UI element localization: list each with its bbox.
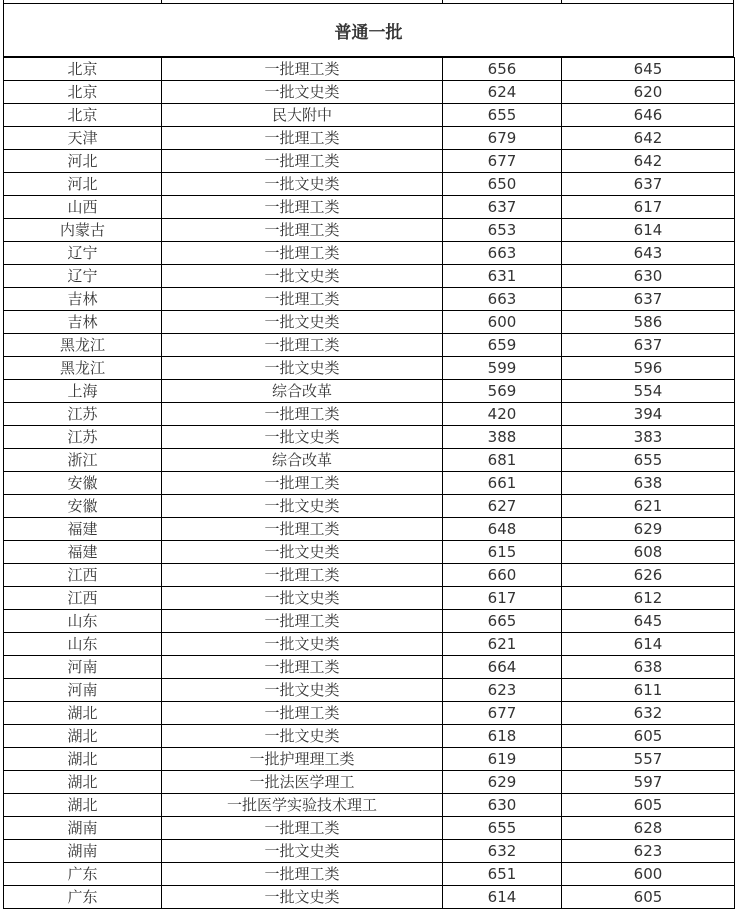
batch-type-cell: 一批文史类 <box>162 357 443 380</box>
province-cell: 福建 <box>4 541 162 564</box>
min-score-cell: 620 <box>562 81 735 104</box>
province-cell: 上海 <box>4 380 162 403</box>
province-cell: 辽宁 <box>4 265 162 288</box>
province-cell: 河南 <box>4 656 162 679</box>
batch-type-cell: 一批法医学理工 <box>162 771 443 794</box>
province-cell: 湖北 <box>4 748 162 771</box>
min-score-cell: 612 <box>562 587 735 610</box>
table-row <box>4 426 735 449</box>
max-score-cell: 648 <box>443 518 562 541</box>
max-score-cell: 665 <box>443 610 562 633</box>
batch-type-cell: 一批文史类 <box>162 173 443 196</box>
batch-type-cell: 一批文史类 <box>162 587 443 610</box>
max-score-cell: 614 <box>443 886 562 909</box>
max-score-cell: 623 <box>443 679 562 702</box>
province-cell: 辽宁 <box>4 242 162 265</box>
max-score-cell: 600 <box>443 311 562 334</box>
table-row <box>4 334 735 357</box>
province-cell: 江苏 <box>4 403 162 426</box>
min-score-cell: 614 <box>562 219 735 242</box>
max-score-cell: 388 <box>443 426 562 449</box>
province-cell: 天津 <box>4 127 162 150</box>
min-score-cell: 645 <box>562 610 735 633</box>
province-cell: 河北 <box>4 150 162 173</box>
table-row <box>4 748 735 771</box>
min-score-cell: 645 <box>562 58 735 81</box>
batch-type-cell: 一批理工类 <box>162 242 443 265</box>
table-row <box>4 219 735 242</box>
province-cell: 湖北 <box>4 794 162 817</box>
table-row <box>4 725 735 748</box>
table-row <box>4 242 735 265</box>
province-cell: 江西 <box>4 564 162 587</box>
min-score-cell: 605 <box>562 794 735 817</box>
max-score-cell: 615 <box>443 541 562 564</box>
min-score-cell: 383 <box>562 426 735 449</box>
province-cell: 湖北 <box>4 725 162 748</box>
batch-type-cell: 一批理工类 <box>162 127 443 150</box>
section-header <box>3 4 734 57</box>
min-score-cell: 611 <box>562 679 735 702</box>
min-score-cell: 637 <box>562 334 735 357</box>
min-score-cell: 554 <box>562 380 735 403</box>
table-top-edge <box>3 0 734 4</box>
max-score-cell: 663 <box>443 288 562 311</box>
table-row <box>4 518 735 541</box>
max-score-cell: 637 <box>443 196 562 219</box>
max-score-cell: 656 <box>443 58 562 81</box>
table-row <box>4 311 735 334</box>
max-score-cell: 631 <box>443 265 562 288</box>
province-cell: 湖北 <box>4 771 162 794</box>
min-score-cell: 642 <box>562 127 735 150</box>
min-score-cell: 638 <box>562 656 735 679</box>
table-row <box>4 633 735 656</box>
province-cell: 湖北 <box>4 702 162 725</box>
batch-type-cell: 一批文史类 <box>162 265 443 288</box>
table-row <box>4 449 735 472</box>
batch-type-cell: 一批理工类 <box>162 58 443 81</box>
table-row <box>4 610 735 633</box>
province-cell: 河北 <box>4 173 162 196</box>
province-cell: 湖南 <box>4 840 162 863</box>
min-score-cell: 596 <box>562 357 735 380</box>
province-cell: 浙江 <box>4 449 162 472</box>
batch-type-cell: 一批理工类 <box>162 817 443 840</box>
max-score-cell: 621 <box>443 633 562 656</box>
province-cell: 吉林 <box>4 311 162 334</box>
min-score-cell: 642 <box>562 150 735 173</box>
table-row <box>4 403 735 426</box>
province-cell: 江西 <box>4 587 162 610</box>
batch-type-cell: 一批护理理工类 <box>162 748 443 771</box>
table-row <box>4 357 735 380</box>
max-score-cell: 632 <box>443 840 562 863</box>
batch-type-cell: 一批文史类 <box>162 633 443 656</box>
province-cell: 安徽 <box>4 472 162 495</box>
max-score-cell: 617 <box>443 587 562 610</box>
min-score-cell: 586 <box>562 311 735 334</box>
batch-type-cell: 一批理工类 <box>162 518 443 541</box>
min-score-cell: 626 <box>562 564 735 587</box>
min-score-cell: 643 <box>562 242 735 265</box>
min-score-cell: 629 <box>562 518 735 541</box>
province-cell: 吉林 <box>4 288 162 311</box>
table-row <box>4 196 735 219</box>
max-score-cell: 677 <box>443 702 562 725</box>
province-cell: 河南 <box>4 679 162 702</box>
table-row <box>4 104 735 127</box>
min-score-cell: 608 <box>562 541 735 564</box>
min-score-cell: 597 <box>562 771 735 794</box>
max-score-cell: 650 <box>443 173 562 196</box>
table-row <box>4 127 735 150</box>
score-table-body <box>4 58 735 909</box>
batch-type-cell: 一批文史类 <box>162 679 443 702</box>
table-row <box>4 679 735 702</box>
table-row <box>4 150 735 173</box>
batch-type-cell: 一批理工类 <box>162 472 443 495</box>
table-row <box>4 472 735 495</box>
table-row <box>4 817 735 840</box>
table-row <box>4 58 735 81</box>
max-score-cell: 677 <box>443 150 562 173</box>
table-row <box>4 863 735 886</box>
batch-type-cell: 一批文史类 <box>162 495 443 518</box>
batch-type-cell: 一批理工类 <box>162 219 443 242</box>
batch-type-cell: 民大附中 <box>162 104 443 127</box>
batch-type-cell: 一批文史类 <box>162 840 443 863</box>
batch-type-cell: 一批理工类 <box>162 288 443 311</box>
min-score-cell: 628 <box>562 817 735 840</box>
province-cell: 北京 <box>4 104 162 127</box>
batch-type-cell: 一批文史类 <box>162 725 443 748</box>
section-title: 普通一批 <box>334 22 403 43</box>
province-cell: 安徽 <box>4 495 162 518</box>
max-score-cell: 663 <box>443 242 562 265</box>
min-score-cell: 621 <box>562 495 735 518</box>
min-score-cell: 632 <box>562 702 735 725</box>
province-cell: 山东 <box>4 633 162 656</box>
batch-type-cell: 综合改革 <box>162 380 443 403</box>
max-score-cell: 630 <box>443 794 562 817</box>
max-score-cell: 627 <box>443 495 562 518</box>
batch-type-cell: 一批理工类 <box>162 702 443 725</box>
province-cell: 福建 <box>4 518 162 541</box>
max-score-cell: 661 <box>443 472 562 495</box>
max-score-cell: 664 <box>443 656 562 679</box>
table-row <box>4 702 735 725</box>
table-row <box>4 840 735 863</box>
max-score-cell: 618 <box>443 725 562 748</box>
min-score-cell: 655 <box>562 449 735 472</box>
score-table <box>3 57 735 909</box>
min-score-cell: 394 <box>562 403 735 426</box>
max-score-cell: 659 <box>443 334 562 357</box>
batch-type-cell: 一批理工类 <box>162 610 443 633</box>
max-score-cell: 655 <box>443 104 562 127</box>
table-row <box>4 771 735 794</box>
max-score-cell: 569 <box>443 380 562 403</box>
max-score-cell: 655 <box>443 817 562 840</box>
batch-type-cell: 一批文史类 <box>162 81 443 104</box>
min-score-cell: 605 <box>562 886 735 909</box>
table-row <box>4 886 735 909</box>
table-row <box>4 265 735 288</box>
province-cell: 山西 <box>4 196 162 219</box>
min-score-cell: 600 <box>562 863 735 886</box>
min-score-cell: 646 <box>562 104 735 127</box>
table-row <box>4 173 735 196</box>
table-row <box>4 564 735 587</box>
batch-type-cell: 一批文史类 <box>162 426 443 449</box>
table-row <box>4 587 735 610</box>
batch-type-cell: 一批理工类 <box>162 863 443 886</box>
table-row <box>4 380 735 403</box>
province-cell: 山东 <box>4 610 162 633</box>
max-score-cell: 599 <box>443 357 562 380</box>
score-table-container <box>3 0 734 909</box>
province-cell: 黑龙江 <box>4 334 162 357</box>
min-score-cell: 637 <box>562 173 735 196</box>
table-row <box>4 495 735 518</box>
batch-type-cell: 一批理工类 <box>162 656 443 679</box>
province-cell: 湖南 <box>4 817 162 840</box>
province-cell: 内蒙古 <box>4 219 162 242</box>
max-score-cell: 629 <box>443 771 562 794</box>
max-score-cell: 660 <box>443 564 562 587</box>
table-row <box>4 81 735 104</box>
batch-type-cell: 一批文史类 <box>162 541 443 564</box>
batch-type-cell: 一批理工类 <box>162 403 443 426</box>
batch-type-cell: 一批文史类 <box>162 886 443 909</box>
min-score-cell: 557 <box>562 748 735 771</box>
min-score-cell: 605 <box>562 725 735 748</box>
batch-type-cell: 一批理工类 <box>162 196 443 219</box>
max-score-cell: 624 <box>443 81 562 104</box>
table-row <box>4 656 735 679</box>
min-score-cell: 614 <box>562 633 735 656</box>
province-cell: 北京 <box>4 81 162 104</box>
max-score-cell: 679 <box>443 127 562 150</box>
table-row <box>4 541 735 564</box>
table-row <box>4 288 735 311</box>
batch-type-cell: 一批文史类 <box>162 311 443 334</box>
batch-type-cell: 综合改革 <box>162 449 443 472</box>
batch-type-cell: 一批理工类 <box>162 564 443 587</box>
province-cell: 广东 <box>4 863 162 886</box>
province-cell: 北京 <box>4 58 162 81</box>
province-cell: 广东 <box>4 886 162 909</box>
min-score-cell: 623 <box>562 840 735 863</box>
province-cell: 江苏 <box>4 426 162 449</box>
min-score-cell: 637 <box>562 288 735 311</box>
min-score-cell: 638 <box>562 472 735 495</box>
max-score-cell: 653 <box>443 219 562 242</box>
max-score-cell: 420 <box>443 403 562 426</box>
batch-type-cell: 一批医学实验技术理工 <box>162 794 443 817</box>
max-score-cell: 681 <box>443 449 562 472</box>
max-score-cell: 651 <box>443 863 562 886</box>
province-cell: 黑龙江 <box>4 357 162 380</box>
batch-type-cell: 一批理工类 <box>162 150 443 173</box>
batch-type-cell: 一批理工类 <box>162 334 443 357</box>
min-score-cell: 617 <box>562 196 735 219</box>
table-row <box>4 794 735 817</box>
max-score-cell: 619 <box>443 748 562 771</box>
min-score-cell: 630 <box>562 265 735 288</box>
